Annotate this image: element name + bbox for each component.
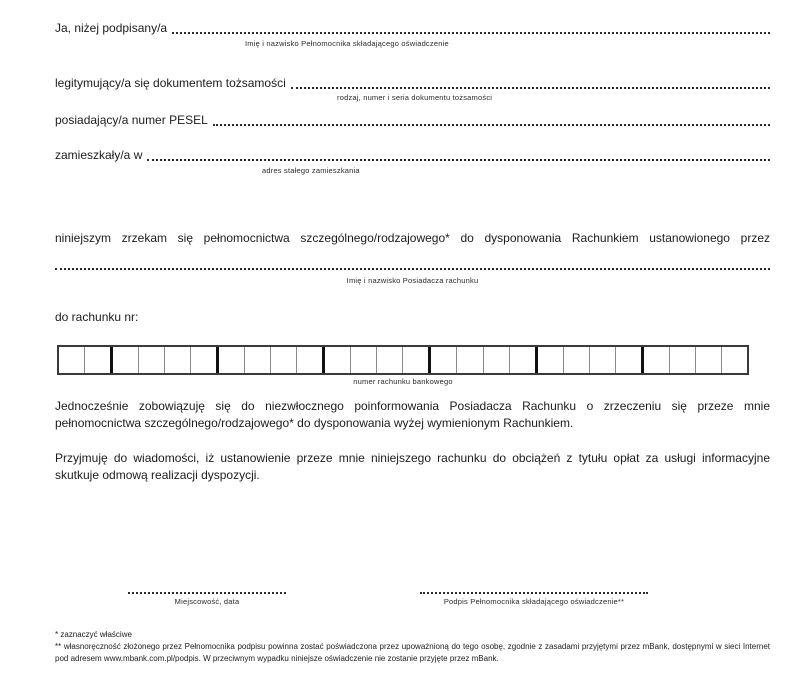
account-digit-cell xyxy=(564,347,590,373)
field-label-pesel: posiadający/a numer PESEL xyxy=(55,113,208,127)
signature-attorney-block xyxy=(420,570,648,606)
signature-place-date-block xyxy=(128,570,286,606)
dotted-fill-line xyxy=(172,31,770,34)
account-digit-cell xyxy=(377,347,403,373)
account-digit-cell xyxy=(165,347,191,373)
account-digit-cell xyxy=(484,347,510,373)
field-caption-id-document: rodzaj, numer i seria dokumentu tożsamości xyxy=(337,93,493,102)
footnote-signature-certification: ** własnoręczność złożonego przez Pełnomocnika podpisu powinna zostać poświadczona przez upoważnioną do tego osobę, zgodnie z zasadami przyjętymi przez mBank, dostępnymi w sieci Internet pod adresem www.mbank.com.pl/podpis. W przeciwnym wypadku niniejsze oświadczenie nie zostanie przyjęte przez mBank. xyxy=(55,642,770,663)
account-digit-cell xyxy=(297,347,325,373)
account-digit-cell xyxy=(113,347,139,373)
field-label-id-document: legitymujący/a się dokumentem tożsamości xyxy=(55,76,286,90)
account-digit-cell xyxy=(510,347,538,373)
signature-place-date-line xyxy=(128,591,286,594)
account-digit-cell xyxy=(696,347,722,373)
dotted-fill-line xyxy=(147,158,770,161)
dotted-fill-line xyxy=(213,123,770,126)
account-digit-cell xyxy=(59,347,85,373)
account-digit-cell xyxy=(590,347,616,373)
dotted-fill-line xyxy=(291,86,770,89)
field-caption-address: adres stałego zamieszkania xyxy=(262,166,360,175)
account-digit-cell xyxy=(219,347,245,373)
acknowledgement-paragraph: Przyjmuję do wiadomości, iż ustanowienie przeze mnie niniejszego rachunku do obciążeń z tytułu opłat za usługi informacyjne skutkuje odmową realizacji dyspozycji. xyxy=(55,451,770,482)
account-digit-cell xyxy=(616,347,644,373)
field-row-pesel xyxy=(55,113,770,128)
field-row-name xyxy=(55,21,770,36)
account-digit-cell xyxy=(670,347,696,373)
signature-place-date-caption: Miejscowość, data xyxy=(174,597,240,606)
account-number-label: do rachunku nr: xyxy=(55,310,139,324)
owner-caption: Imię i nazwisko Posiadacza rachunku xyxy=(346,276,479,285)
account-digit-cell xyxy=(431,347,457,373)
signature-attorney-line xyxy=(420,591,648,594)
account-digit-cell xyxy=(722,347,747,373)
owner-dotted-line xyxy=(55,267,770,270)
account-digit-cell xyxy=(457,347,483,373)
account-number-row xyxy=(57,345,749,375)
account-digit-cell xyxy=(325,347,351,373)
obligation-paragraph: Jednocześnie zobowiązuję się do niezwłocznego poinformowania Posiadacza Rachunku o zrzeczeniu się przeze mnie pełnomocnictwa szczególnego/rodzajowego* do dysponowania wyżej wymienionym Rachunkiem. xyxy=(55,399,770,430)
field-row-id-document xyxy=(55,76,770,91)
account-digit-cell xyxy=(271,347,297,373)
account-digit-cell xyxy=(351,347,377,373)
field-label-address: zamieszkały/a w xyxy=(55,148,143,162)
footnote-mark-appropriate: * zaznaczyć właściwe xyxy=(55,630,132,639)
account-digit-cell xyxy=(403,347,431,373)
signature-attorney-caption: Podpis Pełnomocnika składającego oświadczenie** xyxy=(443,597,625,606)
account-digit-cell xyxy=(85,347,113,373)
field-row-address xyxy=(55,148,770,163)
account-digit-cell xyxy=(644,347,670,373)
field-caption-name: Imię i nazwisko Pełnomocnika składającego oświadczenie xyxy=(245,39,449,48)
declaration-intro: niniejszym zrzekam się pełnomocnictwa szczególnego/rodzajowego* do dysponowania Rachunkiem ustanowionego przez xyxy=(55,231,770,245)
account-digit-cell xyxy=(538,347,564,373)
account-digit-cell xyxy=(245,347,271,373)
account-number-caption: numer rachunku bankowego xyxy=(353,377,453,386)
account-digit-cell xyxy=(191,347,219,373)
account-digit-cell xyxy=(139,347,165,373)
field-label-name: Ja, niżej podpisany/a xyxy=(55,21,168,35)
